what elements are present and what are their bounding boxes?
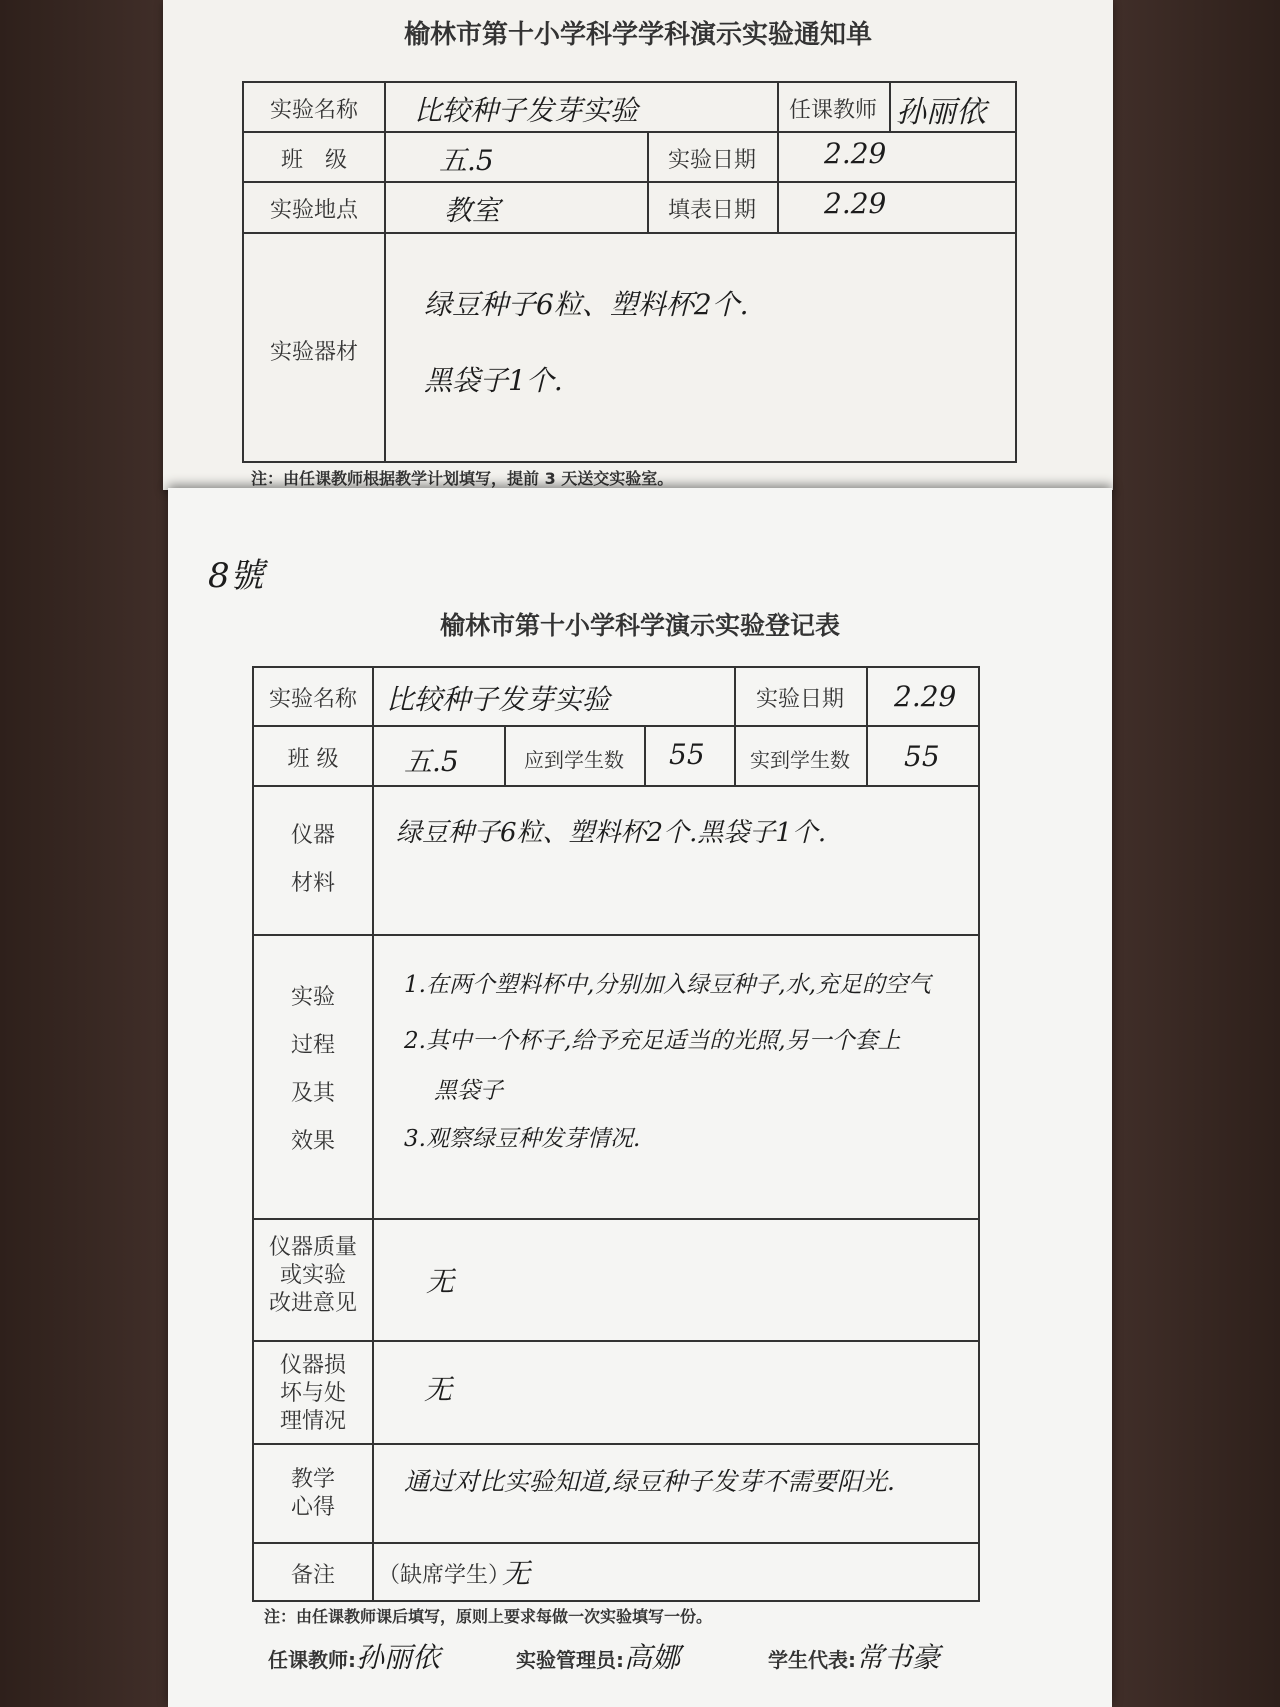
record-label-damage-2: 坏与处: [279, 1381, 346, 1406]
record-label-date: 实验日期: [755, 687, 844, 712]
record-label-expected: 应到学生数: [524, 748, 624, 772]
record-label-process-4: 效果: [290, 1129, 335, 1154]
teacher-signature: [268, 1636, 440, 1676]
record-value-process-line1: 1.在两个塑料杯中,分别加入绿豆种子,水,充足的空气: [404, 972, 931, 998]
record-remark-prefix: （缺席学生）: [378, 1563, 511, 1588]
notice-sheet: [163, 0, 1113, 490]
record-value-class: 五.5: [404, 745, 459, 778]
record-value-damage: 无: [424, 1373, 453, 1406]
record-label-insight-1: 教学: [290, 1467, 335, 1492]
record-label-quality-2: 或实验: [279, 1263, 346, 1288]
teacher-signature-label: 任课教师:: [268, 1648, 356, 1672]
record-value-date: 2.29: [894, 680, 957, 713]
record-label-class: 班 级: [287, 747, 339, 772]
teacher-signature-value: 孙丽依: [356, 1641, 441, 1674]
record-value-name: 比较种子发芽实验: [386, 683, 611, 716]
student-signature-value: 常书豪: [856, 1641, 941, 1674]
notice-table: [242, 81, 1017, 463]
record-label-materials-1: 仪器: [290, 823, 335, 848]
record-value-insight: 通过对比实验知道,绿豆种子发芽不需要阳光.: [404, 1467, 895, 1496]
record-value-process-line4: 3.观察绿豆种发芽情况.: [404, 1126, 641, 1152]
record-value-process-line3: 黑袋子: [434, 1078, 503, 1104]
notice-label-date: 实验日期: [667, 148, 756, 173]
record-footnote: 注：由任课教师课后填写，原则上要求每做一次实验填写一份。: [264, 1607, 713, 1626]
admin-signature-label: 实验管理员:: [516, 1648, 624, 1672]
notice-value-materials-line2: 黑袋子1个.: [424, 364, 563, 397]
record-label-quality-1: 仪器质量: [268, 1235, 357, 1260]
record-label-quality-3: 改进意见: [268, 1291, 357, 1316]
record-table: [252, 666, 980, 1602]
admin-signature-value: 高娜: [624, 1641, 681, 1674]
notice-label-place: 实验地点: [269, 198, 358, 223]
record-value-materials: 绿豆种子6粒、塑料杯2个.黑袋子1个.: [396, 818, 827, 848]
record-label-materials-2: 材料: [290, 871, 335, 896]
record-label-actual: 实到学生数: [750, 748, 850, 772]
notice-value-materials-line1: 绿豆种子6粒、塑料杯2个.: [424, 288, 749, 321]
record-label-process-3: 及其: [290, 1081, 335, 1106]
admin-signature: [516, 1636, 680, 1676]
record-label-damage-3: 理情况: [279, 1409, 346, 1434]
record-label-process-1: 实验: [290, 985, 335, 1010]
sheet-number-mark: 8號: [208, 556, 264, 596]
notice-footnote: 注：由任课教师根据教学计划填写，提前 3 天送交实验室。: [251, 469, 674, 488]
notice-label-teacher: 任课教师: [788, 98, 877, 123]
record-value-remark: 无: [502, 1557, 531, 1590]
record-sheet: [168, 488, 1112, 1707]
record-title: 榆林市第十小学科学演示实验登记表: [439, 611, 840, 640]
notice-label-materials: 实验器材: [269, 340, 358, 365]
notice-title: 榆林市第十小学科学学科演示实验通知单: [403, 20, 872, 50]
notice-value-fill-date: 2.29: [824, 187, 887, 220]
student-signature-label: 学生代表:: [768, 1648, 856, 1672]
notice-value-name: 比较种子发芽实验: [414, 94, 639, 127]
record-value-quality: 无: [426, 1265, 455, 1298]
notice-value-date: 2.29: [824, 137, 887, 170]
record-label-insight-2: 心得: [290, 1495, 335, 1520]
record-value-process-line2: 2.其中一个杯子,给予充足适当的光照,另一个套上: [404, 1028, 901, 1054]
notice-label-fill-date: 填表日期: [667, 198, 756, 223]
record-label-damage-1: 仪器损: [279, 1353, 346, 1378]
notice-label-name: 实验名称: [269, 98, 358, 123]
record-label-remark: 备注: [290, 1563, 335, 1588]
student-signature: [768, 1636, 940, 1676]
notice-value-teacher: 孙丽依: [896, 95, 986, 130]
notice-label-class: 班 级: [280, 148, 347, 173]
record-label-name: 实验名称: [268, 687, 357, 712]
record-value-actual: 55: [904, 740, 940, 773]
notice-value-class: 五.5: [439, 144, 494, 177]
record-value-expected: 55: [669, 738, 705, 771]
notice-value-place: 教室: [444, 194, 501, 227]
record-label-process-2: 过程: [290, 1033, 335, 1058]
